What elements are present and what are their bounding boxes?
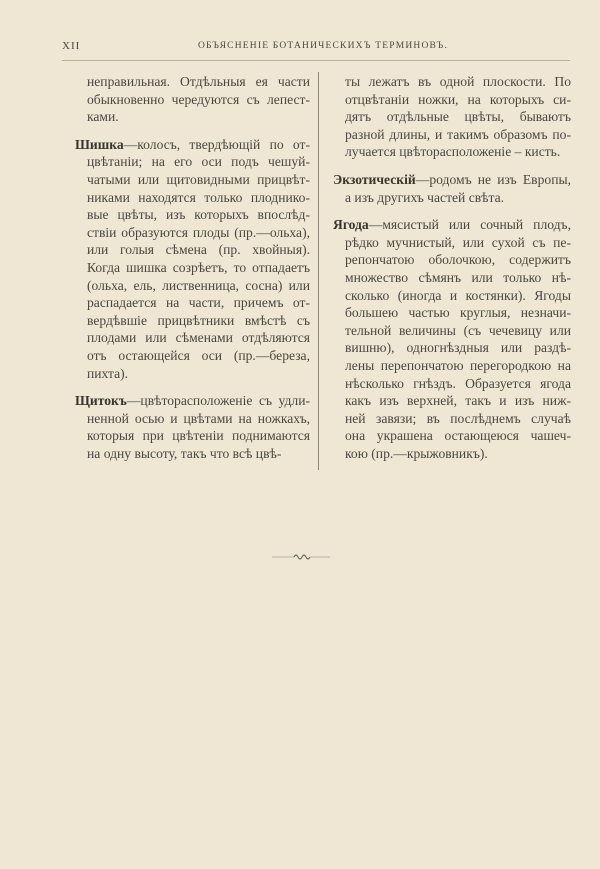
continued-paragraph — [333, 73, 571, 161]
text-line: ней завязи; въ послѣднемъ случаѣ — [345, 410, 571, 426]
text-line: никами находятся только плоднико- — [87, 189, 310, 205]
text-line: на одну высоту, такъ что всѣ цвѣ- — [87, 445, 282, 461]
text-line: нѣсколько гнѣздъ. Образуется ягода — [345, 375, 571, 391]
text-line: или голыя сѣмена (пр. хвойныя). — [87, 242, 310, 258]
entry-term: Ягода — [333, 217, 369, 233]
continued-paragraph — [75, 73, 310, 126]
text-line: а изъ другихъ частей свѣта. — [345, 189, 505, 205]
entry-first-line — [333, 171, 571, 189]
text-line: рѣдко мучнистый, или сухой съ пе- — [345, 234, 571, 250]
text-line: лены перепончатою перегородкою на — [345, 357, 571, 373]
text-line: лучается цвѣторасположеніе – кисть. — [345, 144, 561, 160]
text-line: разной длины, и такимъ образомъ по- — [345, 126, 571, 142]
glossary-entry — [333, 216, 571, 462]
left-column — [75, 73, 310, 472]
text-line: отцвѣтаніи ножки, на которыхъ си- — [345, 91, 571, 107]
entry-definition-start: —родомъ не изъ Европы, — [415, 171, 571, 187]
text-line: ты лежатъ въ одной плоскости. По — [345, 74, 571, 89]
text-line: отъ остающейся оси (пр.—береза, — [87, 347, 310, 363]
text-line: неправильная. Отдѣльныя ея части — [87, 74, 310, 89]
text-line: плодами или сѣменами отдѣляются — [87, 330, 310, 346]
text-line: ками. — [87, 109, 119, 125]
page-number: XII — [62, 40, 81, 52]
text-line: которыя при цвѣтеніи поднимаются — [87, 428, 310, 444]
column-divider — [318, 72, 319, 470]
right-column — [333, 73, 571, 472]
text-line: обыкновенно чередуются съ лепест- — [87, 91, 310, 107]
text-line: ненной осью и цвѣтами на ножкахъ, — [87, 410, 310, 426]
glossary-entry — [75, 136, 310, 382]
text-line: большею частью круглыя, незначи- — [345, 305, 571, 321]
text-line: вердѣвшіе прицвѣтники вмѣстѣ съ — [87, 312, 310, 328]
header-rule — [62, 60, 570, 61]
glossary-entry — [333, 171, 571, 206]
text-line: (ольха, ель, лиственница, сосна) или — [87, 277, 310, 293]
text-line: какъ изъ верхней, такъ и изъ ниж- — [345, 393, 571, 409]
entry-first-line — [333, 216, 571, 234]
entry-first-line — [75, 136, 310, 154]
text-line: вишню), одногнѣздныя или раздѣ- — [345, 340, 571, 356]
entry-term: Щитокъ — [75, 393, 127, 409]
text-line: ствіи образуются плоды (пр.—ольха), — [87, 224, 310, 240]
text-line: тельной величины (съ чечевицу или — [345, 322, 571, 338]
glossary-entry — [75, 392, 310, 462]
text-line: дятъ отдѣльные цвѣты, бываютъ — [345, 109, 571, 125]
text-line: Когда шишка созрѣетъ, то отпадаетъ — [87, 259, 310, 275]
text-line: множество сѣмянъ или только нѣ- — [345, 269, 571, 285]
text-line: кою (пр.—крыжовникъ). — [345, 445, 488, 461]
entry-first-line — [75, 392, 310, 410]
text-line: пихта). — [87, 365, 129, 381]
text-line: цвѣтаніи; на его оси подъ чешуй- — [87, 154, 310, 170]
entry-definition-start: —цвѣторасположеніе съ удли- — [126, 393, 310, 409]
text-line: распадается на части, причемъ от- — [87, 295, 310, 311]
text-line: она украшена остающеюся чашеч- — [345, 428, 571, 444]
entry-term: Шишка — [75, 136, 124, 152]
end-ornament — [272, 551, 330, 563]
text-line: чатыми или щитовидными прицвѣт- — [87, 171, 310, 187]
text-line: вые цвѣты, изъ которыхъ впослѣд- — [87, 207, 310, 223]
entry-term: Экзотическій — [333, 171, 416, 187]
text-line: репончатою оболочкою, содержитъ — [345, 252, 571, 268]
entry-definition-start: —мясистый или сочный плодъ, — [368, 217, 571, 233]
entry-definition-start: —колосъ, твердѣющій по от- — [123, 136, 310, 152]
running-title: ОБЪЯСНЕНІЕ БОТАНИЧЕСКИХЪ ТЕРМИНОВЪ. — [197, 41, 449, 51]
text-line: сколько (иногда и костянки). Ягоды — [345, 287, 571, 303]
